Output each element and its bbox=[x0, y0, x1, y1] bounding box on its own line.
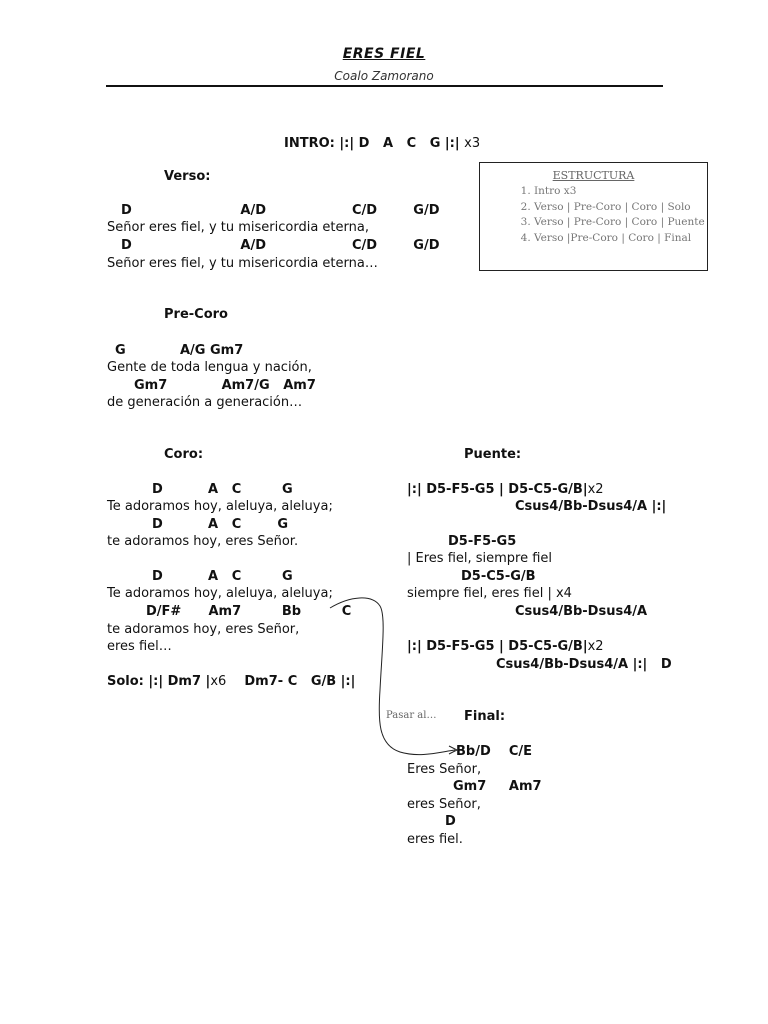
puente-lyric-2-text: siempre fiel, eres fiel | bbox=[407, 586, 552, 601]
estructura-item: 1. Intro x3 bbox=[534, 184, 705, 200]
precoro-chords-2: Gm7 Am7/G Am7 bbox=[134, 378, 316, 393]
solo-chords-a: |:| Dm7 | bbox=[148, 674, 211, 689]
verso-chords-2: D A/D C/D G/D bbox=[121, 238, 440, 253]
puente-repeat-3: x2 bbox=[587, 639, 604, 654]
final-lyric-2: eres Señor, bbox=[407, 797, 481, 812]
intro-label: INTRO: bbox=[284, 136, 335, 151]
final-chords-3: D bbox=[445, 814, 456, 829]
pasar-al-note: Pasar al… bbox=[386, 710, 437, 721]
puente-chords-2: Csus4/Bb-Dsus4/A |:| bbox=[515, 499, 667, 514]
puente-repeat-1: x2 bbox=[587, 482, 604, 497]
coro-chords-2: D A C G bbox=[152, 517, 289, 532]
estructura-item: 3. Verso | Pre-Coro | Coro | Puente bbox=[534, 215, 705, 231]
song-title: ERES FIEL bbox=[342, 46, 426, 62]
final-lyric-3: eres fiel. bbox=[407, 832, 463, 847]
verso-lyric-1: Señor eres fiel, y tu misericordia eterna, bbox=[107, 220, 369, 235]
puente-chords-7: Csus4/Bb-Dsus4/A |:| D bbox=[496, 657, 672, 672]
coro-chords-3: D A C G bbox=[152, 569, 293, 584]
final-label: Final: bbox=[464, 709, 506, 724]
puente-label: Puente: bbox=[464, 447, 522, 462]
intro-chords: |:| D A C G |:| bbox=[339, 136, 460, 151]
precoro-chords-1: G A/G Gm7 bbox=[115, 343, 244, 358]
precoro-label: Pre-Coro bbox=[164, 307, 228, 322]
puente-chords-1: |:| D5-F5-G5 | D5-C5-G/B| bbox=[407, 482, 588, 497]
solo-chords-b: Dm7- C G/B |:| bbox=[244, 674, 356, 689]
final-chords-1: Bb/D C/E bbox=[456, 744, 533, 759]
puente-repeat-2: x4 bbox=[555, 586, 572, 601]
verso-lyric-2: Señor eres fiel, y tu misericordia eterna… bbox=[107, 256, 378, 271]
puente-chords-4: D5-C5-G/B bbox=[461, 569, 536, 584]
verso-label: Verso: bbox=[164, 169, 211, 184]
precoro-lyric-1: Gente de toda lengua y nación, bbox=[107, 360, 312, 375]
coro-lyric-5: eres fiel… bbox=[107, 639, 172, 654]
puente-chords-6: |:| D5-F5-G5 | D5-C5-G/B| bbox=[407, 639, 588, 654]
coro-lyric-2: te adoramos hoy, eres Señor. bbox=[107, 534, 299, 549]
coro-lyric-1: Te adoramos hoy, aleluya, aleluya; bbox=[107, 499, 333, 514]
song-author: Coalo Zamorano bbox=[334, 69, 434, 83]
solo-label: Solo: bbox=[107, 674, 144, 689]
coro-chords-1: D A C G bbox=[152, 482, 293, 497]
precoro-lyric-2: de generación a generación… bbox=[107, 395, 303, 410]
verso-chords-1: D A/D C/D G/D bbox=[121, 203, 440, 218]
final-lyric-1: Eres Señor, bbox=[407, 762, 482, 777]
estructura-item: 2. Verso | Pre-Coro | Coro | Solo bbox=[534, 200, 705, 216]
puente-chords-3: D5-F5-G5 bbox=[448, 534, 517, 549]
intro-repeat: x3 bbox=[464, 136, 481, 151]
coro-label: Coro: bbox=[164, 447, 204, 462]
puente-lyric-1: | Eres fiel, siempre fiel bbox=[407, 551, 553, 566]
coro-lyric-4: te adoramos hoy, eres Señor, bbox=[107, 622, 300, 637]
coro-lyric-3: Te adoramos hoy, aleluya, aleluya; bbox=[107, 586, 333, 601]
coro-chords-4: D/F# Am7 Bb C bbox=[146, 604, 352, 619]
puente-chords-5: Csus4/Bb-Dsus4/A bbox=[515, 604, 648, 619]
estructura-title: ESTRUCTURA bbox=[552, 169, 635, 182]
final-chords-2: Gm7 Am7 bbox=[453, 779, 542, 794]
solo-repeat: x6 bbox=[210, 674, 227, 689]
estructura-item: 4. Verso |Pre-Coro | Coro | Final bbox=[534, 231, 705, 247]
